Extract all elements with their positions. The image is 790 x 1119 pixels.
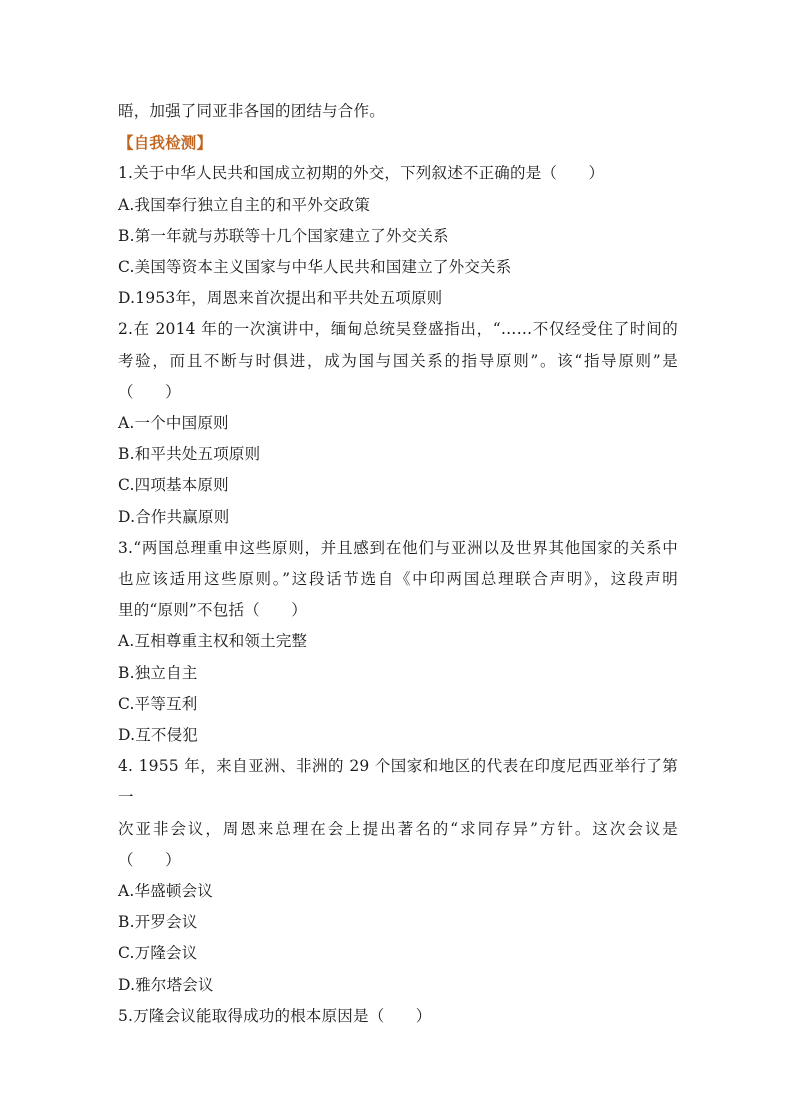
question-stem-line: 3.“两国总理重申这些原则，并且感到在他们与亚洲以及世界其他国家的关系中 bbox=[118, 538, 678, 557]
question-stem-line: 次亚非会议，周恩来总理在会上提出著名的“求同存异”方针。这次会议是 bbox=[118, 819, 678, 838]
question-stem-line: （ ） bbox=[118, 850, 181, 869]
answer-option: C.四项基本原则 bbox=[118, 476, 229, 495]
answer-option: D.互不侵犯 bbox=[118, 726, 199, 745]
question-3 bbox=[118, 533, 678, 751]
answer-option: B.和平共处五项原则 bbox=[118, 445, 261, 464]
intro-tail-text: 晤，加强了同亚非各国的团结与合作。 bbox=[118, 102, 385, 120]
question-stem-line: 1.关于中华人民共和国成立初期的外交，下列叙述不正确的是（ ） bbox=[118, 164, 605, 183]
question-2 bbox=[118, 314, 678, 532]
answer-option: B.第一年就与苏联等十几个国家建立了外交关系 bbox=[118, 226, 449, 245]
answer-option: A.我国奉行独立自主的和平外交政策 bbox=[118, 195, 371, 214]
question-stem-line: 考验，而且不断与时俱进，成为国与国关系的指导原则”。该“指导原则”是 bbox=[118, 351, 678, 370]
question-stem-line: 4. 1955 年，来自亚洲、非洲的 29 个国家和地区的代表在印度尼西亚举行了第一 bbox=[118, 757, 678, 807]
question-list bbox=[118, 158, 678, 1032]
answer-option: A.华盛顿会议 bbox=[118, 882, 214, 901]
question-stem-line: 也应该适用这些原则。”这段话节选自《中印两国总理联合声明》，这段声明 bbox=[118, 570, 678, 589]
question-1 bbox=[118, 158, 678, 314]
answer-option: C.平等互利 bbox=[118, 694, 198, 713]
question-stem-line: 5.万隆会议能取得成功的根本原因是（ ） bbox=[118, 1006, 432, 1025]
document-page bbox=[118, 96, 678, 1032]
answer-option: D.雅尔塔会议 bbox=[118, 975, 214, 994]
answer-option: A.一个中国原则 bbox=[118, 414, 229, 433]
answer-option: C.美国等资本主义国家与中华人民共和国建立了外交关系 bbox=[118, 258, 512, 277]
answer-option: D.合作共赢原则 bbox=[118, 507, 230, 526]
answer-option: C.万隆会议 bbox=[118, 944, 198, 963]
question-stem-line: 2.在 2014 年的一次演讲中，缅甸总统吴登盛指出，“……不仅经受住了时间的 bbox=[118, 320, 678, 339]
question-stem-line: 里的“原则”不包括（ ） bbox=[118, 601, 307, 620]
question-stem-line: （ ） bbox=[118, 382, 181, 401]
answer-option: B.开罗会议 bbox=[118, 913, 198, 932]
answer-option: A.互相尊重主权和领土完整 bbox=[118, 632, 308, 651]
answer-option: B.独立自主 bbox=[118, 663, 198, 682]
answer-option: D.1953年，周恩来首次提出和平共处五项原则 bbox=[118, 289, 443, 308]
question-5 bbox=[118, 1001, 678, 1032]
question-4 bbox=[118, 751, 678, 1001]
section-heading: 【自我检测】 bbox=[118, 133, 213, 153]
